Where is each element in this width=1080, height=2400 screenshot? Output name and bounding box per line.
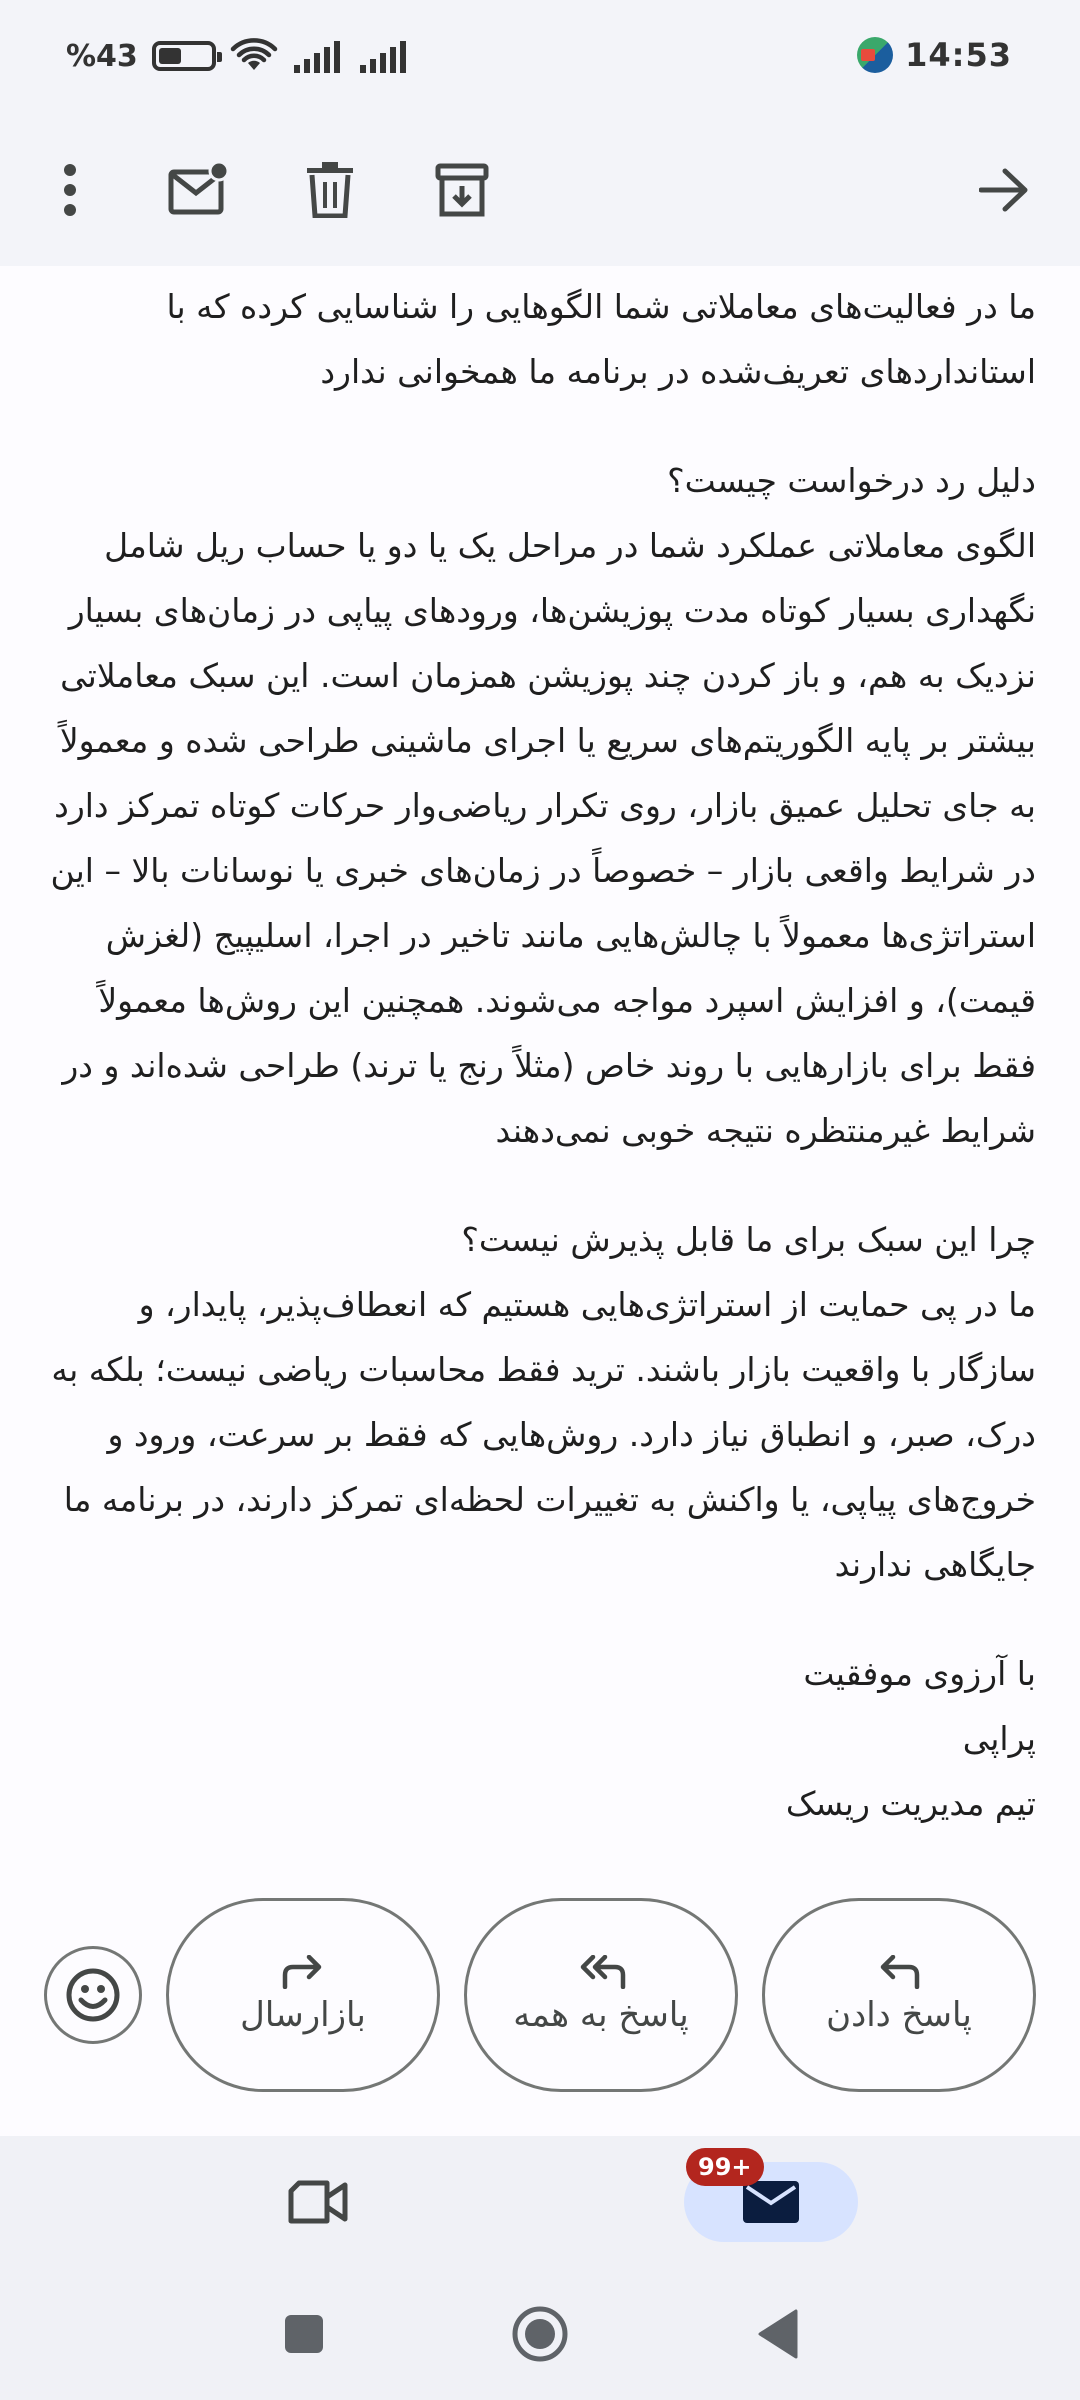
app-notification-icon <box>857 37 893 73</box>
forward-label: بازارسال <box>240 1995 366 2035</box>
signal-icon-2 <box>358 39 410 73</box>
email-content <box>0 266 1080 2136</box>
archive-icon <box>434 162 490 218</box>
emoji-icon <box>65 1967 121 2023</box>
message-toolbar <box>0 118 1080 266</box>
reply-icon <box>877 1955 921 1989</box>
status-left-group <box>66 38 410 74</box>
back-icon <box>756 2309 800 2359</box>
emoji-reaction-button[interactable] <box>44 1946 142 2044</box>
email-paragraph: ما در فعالیت‌های معاملاتی شما الگوهایی را شناسایی کرده که با استانداردهای تعریف‌شده در برنامه ما همخوانی ندارد <box>166 287 1036 391</box>
forward-button[interactable] <box>166 1898 440 2092</box>
email-paragraph: چرا این سبک برای ما قابل پذیرش نیست؟ ما در پی حمایت از استراتژی‌هایی هستیم که انعطاف‌پذیر، پایدار، و سازگار با واقعیت بازار باشند. ترید فقط محاسبات ریاضی نیست؛ بلکه به درک، صبر، و انطباق نیاز دارد. روش‌هایی که فقط بر سرعت، ورود و خروج‌های پیاپی، یا واکنش به تغییرات لحظه‌ای تمرکز دارند، در برنامه ما جایگاهی ندارند <box>51 1220 1036 1584</box>
nav-mail[interactable] <box>684 2153 858 2242</box>
battery-percent: %43 <box>66 38 138 74</box>
back-button[interactable] <box>746 2302 810 2366</box>
forward-icon <box>281 1955 325 1989</box>
reply-actions <box>0 1898 1080 2094</box>
reply-all-label: پاسخ به همه <box>513 1995 689 2035</box>
email-paragraph: دلیل رد درخواست چیست؟ الگوی معاملاتی عملکرد شما در مراحل یک یا دو یا حساب ریل شامل نگهداری بسیار کوتاه مدت پوزیشن‌ها، ورودهای پیاپی در زمان‌های بسیار نزدیک به هم، و باز کردن چند پوزیشن همزمان است. این سبک معاملاتی بیشتر بر پایه الگوریتم‌های سریع یا اجرای ماشینی طراحی شده و معمولاً به جای تحلیل عمیق بازار، روی تکرار ریاضی‌وار حرکات کوتاه تمرکز دارد در شرایط واقعی بازار – خصوصاً در زمان‌های خبری یا نوسانات بالا – این استراتژی‌ها معمولاً با چالش‌هایی مانند تاخیر در اجرا، اسلیپیج (لغزش قیمت)، و افزایش اسپرد مواجه می‌شوند. همچنین این روش‌ها معمولاً فقط برای بازارهایی با روند خاص (مثلاً رنج یا ترند) طراحی شده‌اند و در شرایط غیرمنتظره نتیجه خوبی نمی‌دهند <box>50 461 1036 1150</box>
home-button[interactable] <box>508 2302 572 2366</box>
clock: 14:53 <box>905 36 1012 74</box>
reply-button[interactable] <box>762 1898 1036 2092</box>
archive-button[interactable] <box>420 148 504 232</box>
email-signature: با آرزوی موفقیت پراپی تیم مدیریت ریسک <box>785 1654 1036 1823</box>
delete-button[interactable] <box>288 148 372 232</box>
bottom-navigation <box>0 2136 1080 2266</box>
email-body <box>0 266 1080 1836</box>
signal-icon-1 <box>292 39 344 73</box>
reply-all-icon <box>575 1955 627 1989</box>
status-bar <box>0 0 1080 118</box>
unread-count-badge: 99+ <box>686 2148 764 2186</box>
video-camera-icon <box>287 2179 349 2225</box>
battery-fill <box>159 48 181 64</box>
reply-label: پاسخ دادن <box>826 1995 972 2035</box>
nav-meet[interactable] <box>268 2162 368 2242</box>
arrow-forward-icon <box>979 168 1029 212</box>
mark-unread-icon <box>167 162 229 218</box>
home-icon <box>510 2304 570 2364</box>
status-right-group <box>857 36 1012 74</box>
forward-navigation-button[interactable] <box>962 148 1046 232</box>
wifi-icon <box>230 38 278 74</box>
mail-icon <box>743 2181 799 2223</box>
delete-icon <box>305 162 355 218</box>
more-vert-icon <box>60 162 80 218</box>
recents-button[interactable] <box>272 2302 336 2366</box>
battery-icon <box>152 41 216 71</box>
recents-icon <box>283 2313 325 2355</box>
mark-unread-button[interactable] <box>156 148 240 232</box>
reply-all-button[interactable] <box>464 1898 738 2092</box>
more-options-button[interactable] <box>28 148 112 232</box>
system-navigation-bar <box>0 2266 1080 2400</box>
